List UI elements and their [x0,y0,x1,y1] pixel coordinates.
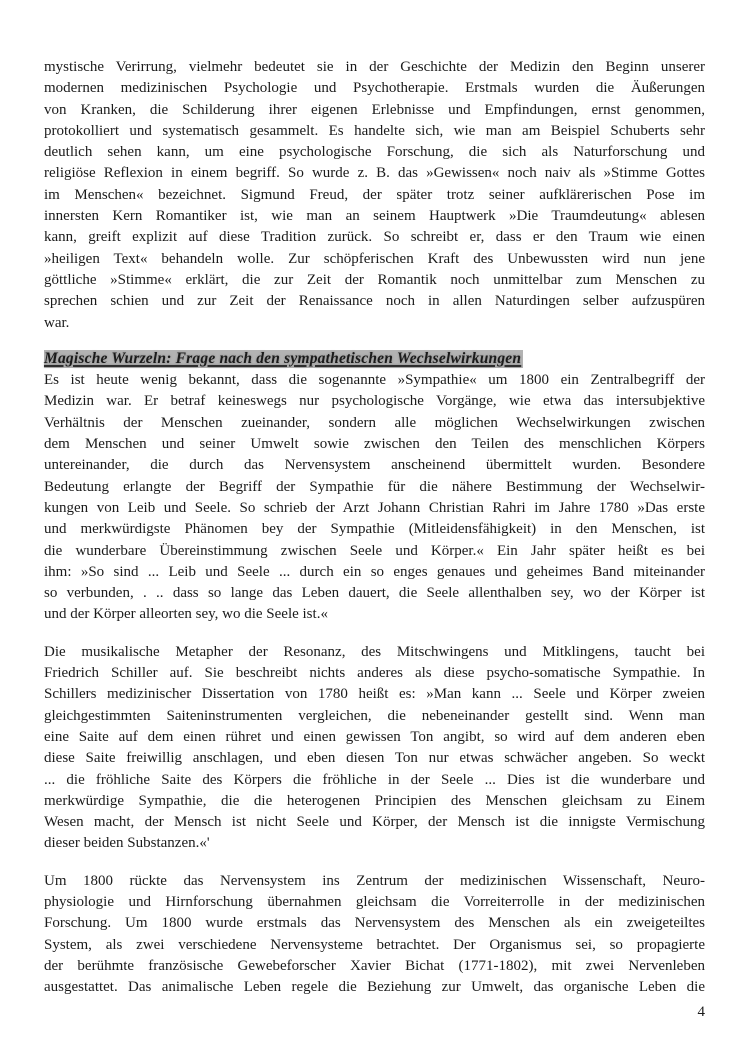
text-line: untereinander, die durch das Nervensystem anscheinend übermittelt wurden. Besondere [44,457,705,474]
text-line: war. [44,314,70,331]
text-line: Es ist heute wenig bekannt, dass die sogenannte »Sympathie« um 1800 ein Zentralbegriff der [44,372,705,389]
text-line: Schillers medizinischer Dissertation von 1780 heißt es: »Man kann ... Seele und Körper zweien [44,686,705,703]
text-line: Die musikalische Metapher der Resonanz, des Mitschwingens und Mitklingens, taucht bei [44,643,705,660]
paragraph [44,871,705,999]
text-line: Medizin war. Er betraf keineswegs nur psychologische Vorgänge, wie etwa das intersubjektive [44,393,705,410]
section-heading-text: Magische Wurzeln: Frage nach den sympathetischen Wechselwirkungen [44,349,522,367]
text-line: gleichgestimmten Saiteninstrumenten vergleichen, die nebeneinander gestellt sind. Wenn man [44,707,705,724]
text-line: Forschung. Um 1800 wurde erstmals das Nervensystem des Menschen als ein zweigeteiltes [44,915,705,932]
text-line: dem Menschen und seiner Umwelt sowie zwischen den Teilen des menschlichen Körpers [44,436,705,453]
text-line: diese Saite freiwillig anschlagen, und eben diesen Ton nur etwas schwächer angeben. So weckt [44,750,705,767]
text-line: Bedeutung erlangte der Begriff der Sympathie für die nähere Bestimmung der Wechselwir- [44,478,705,495]
text-line: innersten Kern Romantiker ist, wie man an seinem Hauptwerk »Die Traumdeutung« ablesen [44,208,705,225]
text-line: eine Saite auf dem einen rühret und einen gewissen Ton angibt, so wird auf dem anderen eben [44,728,705,745]
text-line: kann, greift explizit auf diese Tradition zurück. So schreibt er, dass er den Traum wie einen [44,229,705,246]
text-line: und der Körper alleorten sey, wo die Seele ist.« [44,606,328,623]
text-line: und merkwürdigste Phänomen bey der Sympathie (Mitleidensfähigkeit) in den Menschen, ist [44,521,705,538]
text-line: Um 1800 rückte das Nervensystem ins Zentrum der medizinischen Wissenschaft, Neuro- [44,872,705,889]
text-line: »heiligen Text« behandeln wolle. Zur schöpferischen Kraft des Unbewussten wird nun jene [44,250,705,267]
text-line: sprechen schien und zur Zeit der Renaissance noch in allen Naturdingen selber aufzuspüren [44,293,705,310]
text-line: Wesen macht, der Mensch ist nicht Seele und Körper, der Mensch ist die innigste Vermischung [44,814,705,831]
text-line: Verhältnis der Menschen zueinander, sondern alle möglichen Wechselwirkungen zwischen [44,414,705,431]
page-number: 4 [697,1004,705,1021]
text-line: protokolliert und systematisch gesammelt. Es handelte sich, wie man am Beispiel Schuberts sehr [44,122,705,139]
text-line: religiöse Reflexion in einem begriff. So wurde z. B. das »Gewissen« noch naiv als »Stimme Gottes [44,165,705,182]
text-line: dieser beiden Substanzen.«' [44,835,210,852]
paragraph [44,642,705,855]
text-line: kungen von Leib und Seele. So schrieb der Arzt Johann Christian Rahri im Jahre 1780 »Das erste [44,499,705,516]
text-line: deutlich sehen kann, um eine psychologische Forschung, die sich als Naturforschung und [44,144,705,161]
document-body [44,57,705,998]
text-line: System, als zwei verschiedene Nervensysteme betrachtet. Der Organismus sei, so propagierte [44,936,705,953]
text-line: modernen medizinischen Psychologie und Psychotherapie. Erstmals wurden die Äußerungen [44,80,705,97]
text-line: merkwürdige Sympathie, die die heterogenen Principien des Menschen gleichsam zu Einem [44,792,705,809]
paragraph [44,57,705,334]
text-line: göttliche »Stimme« erklärt, die zur Zeit der Romantik noch unmittelbar zum Menschen zu [44,271,705,288]
text-line: ihm: »So sind ... Leib und Seele ... durch ein so enges genaues und geheimes Band miteinander [44,563,705,580]
text-line: so verbunden, . .. dass so lange das Leben dauert, die Seele allenthalben sey, wo der Körper ist [44,585,705,602]
text-line: im Menschen« bezeichnet. Sigmund Freud, der später trotz seiner aufklärerischen Pose im [44,186,705,203]
text-line: ... die fröhliche Saite des Körpers die fröhliche in der Seele ... Dies ist die wunderbare und [44,771,705,788]
text-line: mystische Verirrung, vielmehr bedeutet sie in der Geschichte der Medizin den Beginn unserer [44,59,705,75]
text-line: die wunderbare Übereinstimmung zwischen Seele und Körper.« Ein Jahr später heißt es bei [44,542,705,559]
text-line: ausgestattet. Das animalische Leben regele die Beziehung zur Umwelt, das organische Leben die [44,979,705,996]
text-line: von Kranken, die Schilderung ihrer eigenen Erlebnisse und Empfindungen, ernst genommen, [44,101,705,118]
text-line: physiologie und Hirnforschung übernahmen gleichsam die Vorreiterrolle in der medizinischen [44,893,705,910]
text-line: Friedrich Schiller auf. Sie beschreibt nichts anderes als diese psycho-somatische Sympathie. In [44,665,705,682]
paragraph [44,370,705,626]
text-line: der berühmte französische Gewebeforscher Xavier Bichat (1771-1802), mit zwei Nervenleben [44,957,705,974]
section-heading [44,348,705,370]
